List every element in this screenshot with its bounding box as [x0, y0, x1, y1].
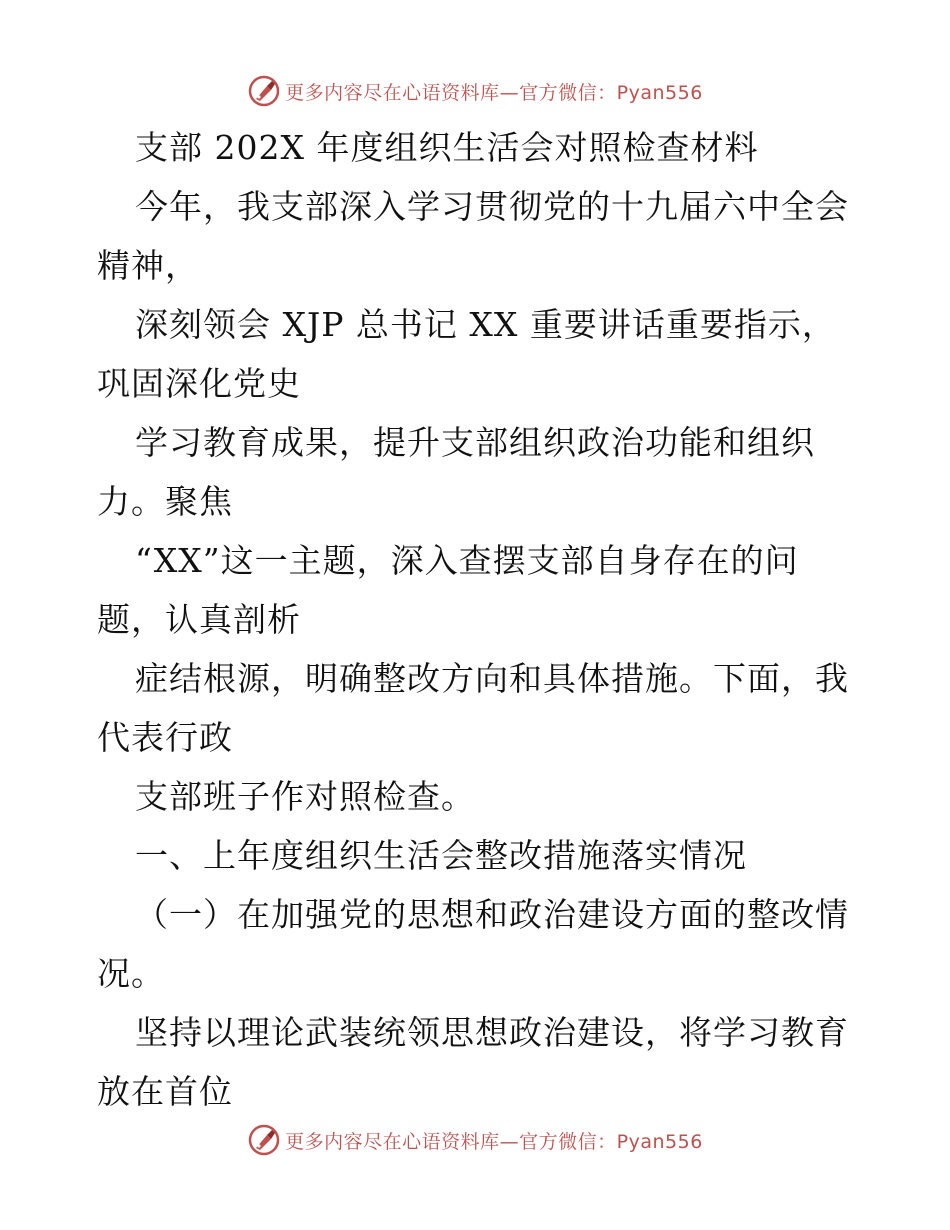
paragraph-line: 学习教育成果，提升支部组织政治功能和组织	[135, 423, 815, 462]
paragraph-line: 支部班子作对照检查。	[135, 777, 475, 816]
paragraph-line: 力。聚焦	[97, 482, 233, 521]
paragraph-line: 今年，我支部深入学习贯彻党的十九届六中全会	[135, 187, 849, 226]
section-heading: 一、上年度组织生活会整改措施落实情况	[135, 836, 747, 875]
pen-nib-logo-icon	[247, 74, 281, 108]
document-title: 支部 202X 年度组织生活会对照检查材料	[135, 128, 759, 167]
paragraph-line: 代表行政	[97, 718, 233, 757]
paragraph-line: 精神，	[97, 246, 199, 285]
paragraph-line: “XX”这一主题，深入查摆支部自身存在的问	[135, 541, 799, 580]
paragraph-line: 症结根源，明确整改方向和具体措施。下面，我	[135, 659, 849, 698]
paragraph-line: 放在首位	[97, 1072, 233, 1111]
footer-watermark	[0, 1120, 950, 1160]
paragraph-line: 况。	[97, 954, 165, 993]
paragraph-line: 坚持以理论武装统领思想政治建设，将学习教育	[135, 1013, 849, 1052]
paragraph-line: 深刻领会 XJP 总书记 XX 重要讲话重要指示，	[135, 305, 836, 344]
watermark-text: 更多内容尽在心语资料库—官方微信：Pyan556	[285, 1130, 703, 1153]
paragraph-line: 巩固深化党史	[97, 364, 301, 403]
document-body	[97, 118, 857, 1121]
subsection-heading: （一）在加强党的思想和政治建设方面的整改情	[135, 895, 849, 934]
watermark-text: 更多内容尽在心语资料库—官方微信：Pyan556	[285, 81, 703, 104]
pen-nib-logo-icon	[247, 1123, 281, 1157]
header-watermark	[0, 71, 950, 111]
paragraph-line: 题，认真剖析	[97, 600, 301, 639]
